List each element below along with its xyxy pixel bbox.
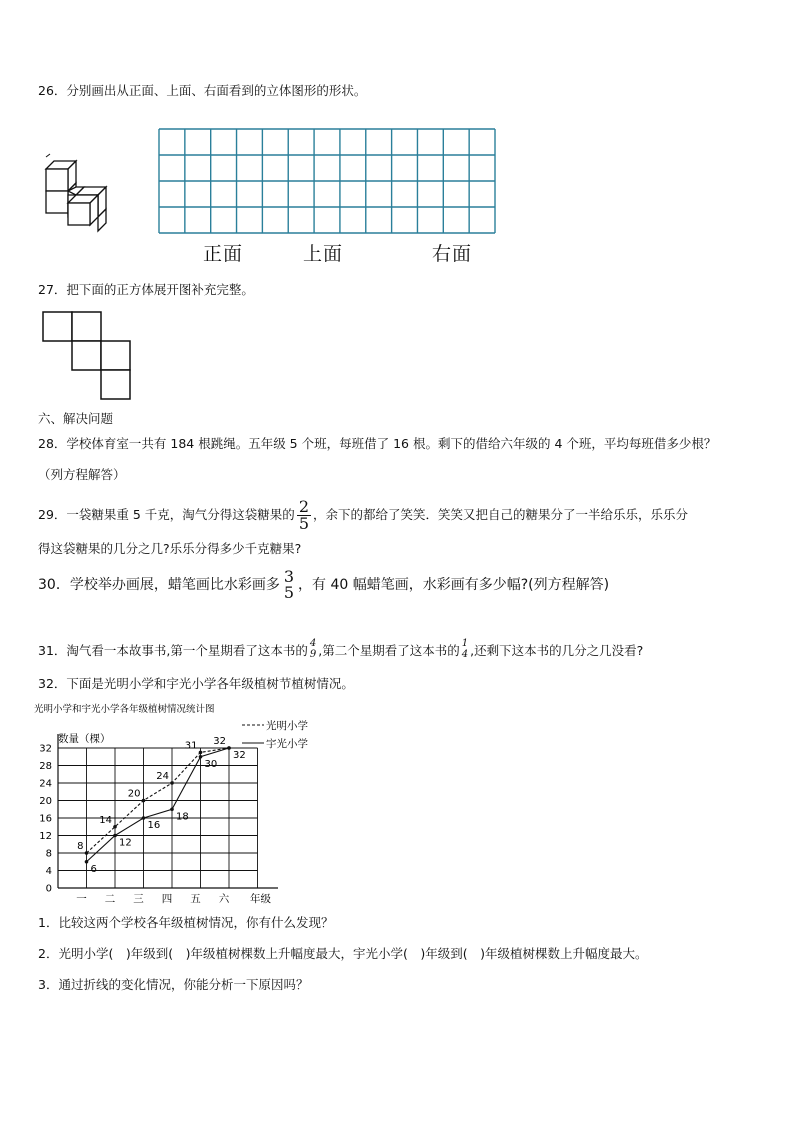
chart-ytick-label: 8: [45, 848, 52, 860]
section-title: 六、解决问题: [38, 411, 114, 426]
chart-ylabel: 数量（棵）: [58, 733, 111, 745]
q31-line: [38, 632, 643, 668]
q29-part1: 29．一袋糖果重 5 千克，淘气分得这袋糖果的: [38, 507, 295, 522]
chart-xtick-label: 六: [218, 893, 230, 905]
data-label: 6: [90, 863, 97, 875]
q32-sub2: 2．光明小学( )年级到( )年级植树棵数上升幅度最大，宇光小学( )年级到( )年级植树棵数上升幅度最大。: [38, 946, 648, 961]
q30-frac-den: 5: [283, 583, 295, 602]
data-label: 18: [176, 811, 189, 823]
data-label: 24: [156, 771, 169, 782]
data-label: 14: [99, 814, 112, 826]
q29-frac-num: 2: [298, 496, 309, 516]
q27-cube-net: [42, 311, 132, 403]
data-point: [227, 746, 231, 750]
q31-frac2-num: 1: [461, 638, 469, 649]
q26-answer-grid: [158, 128, 496, 234]
q26-cube-figure: [38, 153, 108, 233]
data-point: [85, 860, 89, 864]
q31-part3: ,还剩下这本书的几分之几没看?: [470, 643, 644, 658]
data-point: [199, 751, 203, 755]
chart-title: 光明小学和宇光小学各年级植树情况统计图: [34, 704, 215, 715]
chart-ytick-label: 4: [45, 866, 52, 877]
q32-line-chart: [28, 698, 328, 906]
q26-text: 26．分别画出从正面、上面、右面看到的立体图形的形状。: [38, 83, 367, 98]
q30-frac-num: 3: [283, 567, 295, 586]
chart-xtick-label: 二: [104, 893, 116, 905]
data-label: 32: [213, 736, 226, 747]
chart-xtick-label: 五: [190, 893, 201, 905]
grid-label-top: 上面: [303, 243, 344, 265]
data-label: 32: [233, 750, 246, 761]
q29-line1: [38, 496, 689, 533]
q30-part1: 30．学校举办画展，蜡笔画比水彩画多: [38, 577, 280, 593]
data-label: 30: [204, 758, 218, 770]
q32-sub1: 1．比较这两个学校各年级植树情况，你有什么发现？: [38, 915, 334, 930]
chart-xtick-label: 四: [161, 893, 173, 905]
q29-frac-den: 5: [298, 513, 309, 533]
data-label: 16: [147, 820, 161, 831]
q31-part1: 31．淘气看一本故事书,第一个星期看了这本书的: [38, 643, 308, 658]
chart-ytick-label: 16: [39, 813, 52, 825]
data-label: 8: [77, 841, 84, 852]
chart-xlabel: 年级: [250, 893, 271, 905]
legend-label-guangming: 光明小学: [266, 720, 308, 732]
data-point: [85, 851, 89, 855]
data-label: 31: [184, 740, 198, 752]
q29-line2: 得这袋糖果的几分之几?乐乐分得多少千克糖果?: [38, 541, 302, 556]
data-point: [142, 816, 146, 820]
q29-part2: ，余下的都给了笑笑．笑笑又把自己的糖果分了一半给乐乐，乐乐分: [313, 507, 689, 522]
data-label: 20: [127, 788, 141, 800]
chart-ytick-label: 24: [39, 778, 52, 790]
q27-text: 27．把下面的正方体展开图补充完整。: [38, 282, 254, 297]
q29-fraction: [297, 496, 311, 533]
q31-fraction-1: [309, 638, 317, 660]
data-point: [142, 799, 146, 803]
q31-fraction-2: [461, 638, 469, 660]
q31-frac2-den: 4: [461, 649, 469, 660]
chart-ytick-label: 12: [39, 831, 52, 842]
q32-sub3: 3．通过折线的变化情况，你能分析一下原因吗？: [38, 977, 309, 992]
data-point: [113, 834, 117, 838]
grid-label-front: 正面: [203, 243, 244, 265]
q31-frac1-num: 4: [309, 638, 317, 649]
data-point: [113, 825, 117, 829]
q28-line2: （列方程解答）: [38, 467, 126, 482]
chart-ytick-label: 32: [39, 743, 52, 755]
chart-legend: [242, 719, 308, 750]
grid-label-right: 右面: [432, 243, 473, 265]
q31-part2: ,第二个星期看了这本书的: [318, 643, 460, 658]
data-point: [199, 755, 203, 759]
q30-line: [38, 568, 609, 602]
q28-line1: 28．学校体育室一共有 184 根跳绳。五年级 5 个班，每班借了 16 根。剩下的借给六年级的 4 个班，平均每班借多少根？: [38, 436, 717, 451]
q30-fraction: [282, 569, 296, 601]
data-point: [170, 781, 174, 785]
chart-xtick-label: 三: [133, 893, 144, 905]
q32-text: 32．下面是光明小学和宇光小学各年级植树节植树情况。: [38, 676, 354, 691]
chart-ytick-label: 20: [39, 796, 52, 807]
chart-xtick-label: 一: [76, 893, 87, 905]
data-point: [170, 807, 174, 811]
q31-frac1-den: 9: [309, 649, 317, 660]
chart-ytick-label: 0: [45, 883, 52, 895]
chart-ytick-label: 28: [39, 761, 52, 772]
q30-part2: ，有 40 幅蜡笔画，水彩画有多少幅?(列方程解答): [298, 577, 610, 593]
data-label: 12: [119, 837, 132, 849]
legend-label-yuguang: 宇光小学: [266, 738, 308, 750]
